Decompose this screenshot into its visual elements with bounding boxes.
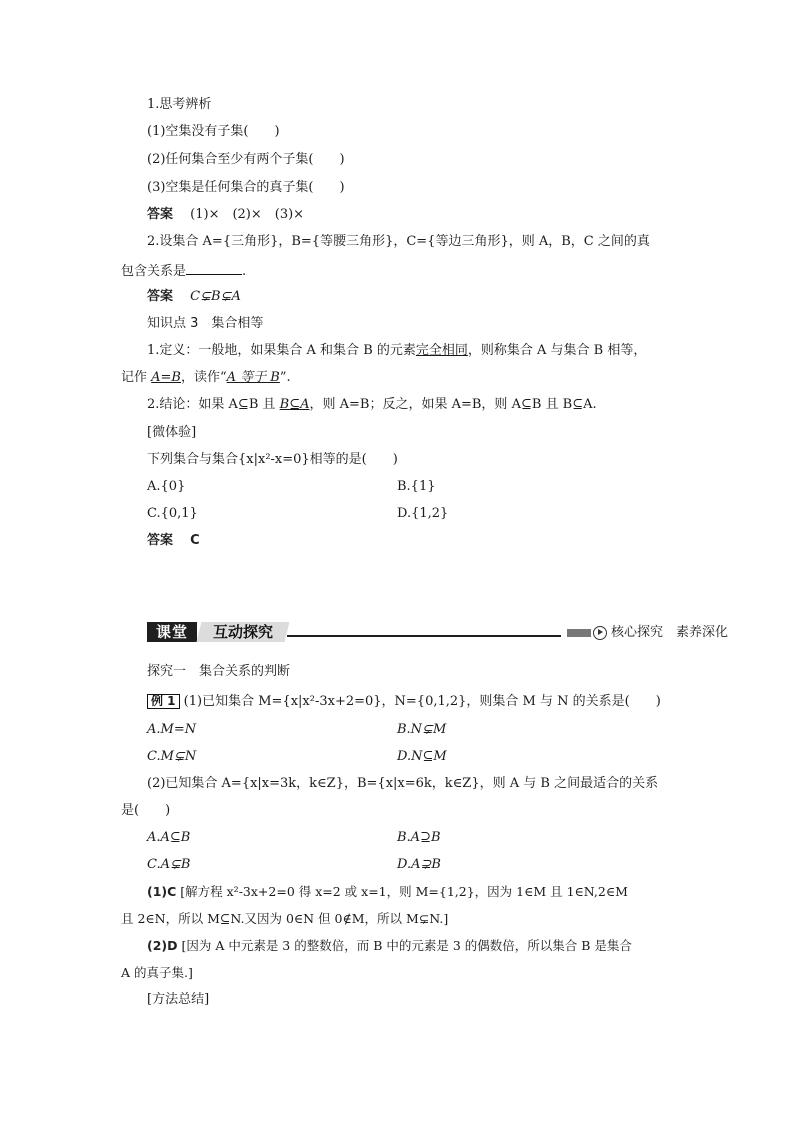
banner-light-label: 互动探究: [212, 623, 273, 641]
q2-line-1: 2.设集合 A={三角形}，B={等腰三角形}，C={等边三角形}，则 A，B，C 之间的真: [147, 234, 650, 249]
example-1-part-1: [147, 694, 661, 710]
micro-option-a: A.{0}: [147, 479, 186, 494]
solution-2-label: (2)D: [147, 938, 178, 953]
notation-text-b: ，读作“: [181, 370, 227, 385]
micro-question: 下列集合与集合{x|x²-x=0}相等的是( ): [147, 452, 398, 467]
p1-option-b: B.N⊊M: [397, 722, 447, 737]
example-tag: 例 1: [147, 694, 180, 709]
knowledge-definition: [147, 343, 646, 359]
banner-light-box: [197, 622, 290, 642]
solution-2-text: [因为 A 中元素是 3 的整数倍，而 B 中的元素是 3 的偶数倍，所以集合 B 是集合: [181, 938, 632, 953]
definition-underlined: 完全相同: [415, 343, 468, 358]
play-circle-icon: [593, 626, 607, 640]
solution-1-line-2: 且 2∈N，所以 M⊆N.又因为 0∈N 但 0∉M，所以 M⊊N.]: [121, 911, 449, 926]
p2-option-c: C.A⊊B: [147, 857, 191, 872]
solution-2-line-1: [147, 938, 632, 954]
micro-label: [微体验]: [147, 425, 197, 440]
think-answer: [147, 207, 304, 223]
answer-text: (1)× (2)× (3)×: [190, 207, 305, 222]
answer-label: 答案: [147, 289, 174, 304]
think-item-3: (3)空集是任何集合的真子集( ): [147, 180, 345, 195]
think-item-2: (2)任何集合至少有两个子集( ): [147, 152, 345, 167]
example-1-part-1-text: (1)已知集合 M={x|x²-3x+2=0}，N={0,1,2}，则集合 M 与 N 的关系是( ): [183, 694, 661, 709]
micro-answer: [147, 533, 200, 549]
q2-answer: [147, 289, 241, 305]
answer-label: 答案: [147, 207, 174, 222]
example-1-part-2-line-2: 是( ): [121, 803, 171, 818]
knowledge-title: 知识点 3 集合相等: [147, 316, 264, 331]
knowledge-conclusion: [147, 397, 597, 413]
conclusion-underlined: B⊆A: [279, 397, 310, 412]
section-banner: [147, 619, 729, 645]
q2-line-2-end: .: [242, 264, 247, 279]
answer-label: 答案: [147, 533, 174, 548]
banner-right: [561, 624, 728, 642]
micro-option-c: C.{0,1}: [147, 506, 198, 521]
solution-1-line-1: [147, 884, 628, 900]
answer-blank: [186, 262, 242, 275]
think-heading: 1.思考辨析: [147, 97, 212, 112]
p1-option-a: A.M=N: [147, 722, 197, 737]
answer-text: C: [190, 533, 200, 548]
q2-line-2-text: 包含关系是: [121, 264, 187, 279]
think-item-1: (1)空集没有子集( ): [147, 124, 280, 139]
conclusion-text-b: ，则 A=B；反之，如果 A=B，则 A⊆B 且 B⊆A.: [309, 397, 597, 412]
p2-option-a: A.A⊆B: [147, 830, 191, 845]
solution-1-label: (1)C: [147, 884, 177, 899]
p1-option-d: D.N⊆M: [397, 749, 447, 764]
example-1-part-2-line-1: (2)已知集合 A={x|x=3k，k∈Z}，B={x|x=6k，k∈Z}，则 A 与 B 之间最适合的关系: [147, 776, 659, 791]
notation-underlined-2: A 等于 B: [226, 370, 280, 385]
banner-grey-bar: [567, 629, 591, 637]
q2-line-2: [121, 262, 246, 280]
answer-text: C⊊B⊊A: [190, 289, 241, 304]
conclusion-text-a: 2.结论：如果 A⊆B 且: [147, 397, 276, 412]
explore-title: 探究一 集合关系的判断: [147, 664, 291, 679]
micro-option-d: D.{1,2}: [397, 506, 449, 521]
p2-option-d: D.A⊋B: [397, 857, 441, 872]
definition-text-a: 1.定义：一般地，如果集合 A 和集合 B 的元素: [147, 343, 416, 358]
micro-option-b: B.{1}: [397, 479, 436, 494]
banner-dark-label: 课堂: [147, 622, 197, 642]
p1-option-c: C.M⊊N: [147, 749, 197, 764]
definition-text-b: ，则称集合 A 与集合 B 相等，: [467, 343, 647, 358]
banner-right-label: 核心探究 素养深化: [611, 625, 729, 640]
knowledge-notation: [121, 370, 291, 386]
notation-underlined-1: A=B: [151, 370, 181, 385]
p2-option-b: B.A⊇B: [397, 830, 441, 845]
notation-text-c: ”.: [279, 370, 291, 385]
method-summary: [方法总结]: [147, 992, 210, 1007]
notation-text-a: 记作: [121, 370, 148, 385]
solution-2-line-2: A 的真子集.]: [121, 965, 193, 980]
solution-1-text: [解方程 x²-3x+2=0 得 x=2 或 x=1，则 M={1,2}，因为 1∈M 且 1∈N,2∈M: [180, 884, 628, 899]
